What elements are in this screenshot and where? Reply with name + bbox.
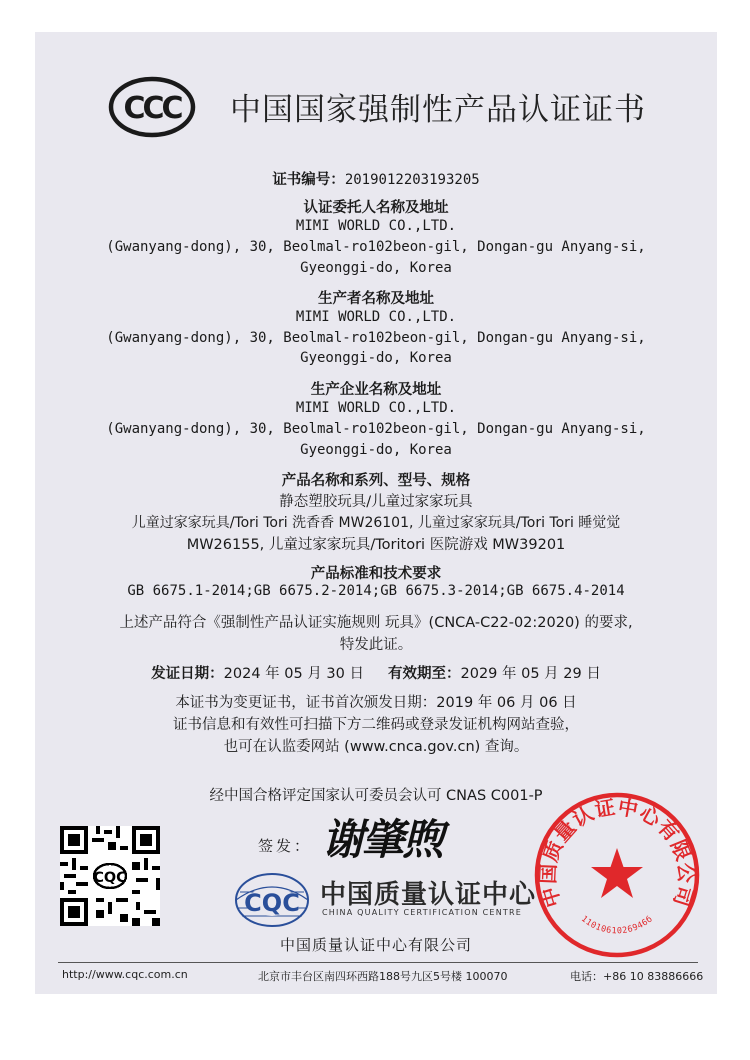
accreditation-statement: 经中国合格评定国家认可委员会认可 CNAS C001-P: [209, 788, 543, 804]
ccc-logo-icon: [108, 76, 196, 138]
manufacturer-address-2: Gyeonggi-do, Korea: [300, 350, 452, 366]
footer-website[interactable]: http://www.cqc.com.cn: [62, 968, 188, 981]
issue-date-label: 发证日期：: [151, 666, 224, 682]
certificate-number-value: 2019012203193205: [344, 172, 480, 188]
issuer-name-en: CHINA QUALITY CERTIFICATION CENTRE: [322, 908, 522, 917]
footer-divider: [58, 962, 698, 963]
factory-address-1: (Gwanyang-dong), 30, Beolmal-ro102beon-gil, Dongan-gu Anyang-si,: [106, 421, 646, 437]
manufacturer-heading: 生产者名称及地址: [318, 291, 434, 307]
product-line-1: 静态塑胶玩具/儿童过家家玩具: [279, 494, 473, 510]
valid-until-value: 2029 年 05 月 29 日: [460, 666, 601, 682]
signature-label: 签发：: [258, 837, 313, 855]
product-line-2: 儿童过家家玩具/Tori Tori 洗香香 MW26101, 儿童过家家玩具/Tori Tori 睡觉觉: [131, 515, 621, 531]
applicant-heading: 认证委托人名称及地址: [303, 200, 449, 216]
note-line-2: 证书信息和有效性可扫描下方二维码或登录发证机构网站查验，: [173, 717, 579, 733]
issue-date-value: 2024 年 05 月 30 日: [223, 666, 364, 682]
svg-text:1101061026946б: 1101061026946б: [578, 914, 656, 937]
svg-text:中国质量认证中心有限公司: 中国质量认证中心有限公司: [535, 794, 699, 911]
footer-phone: 电话：+86 10 83886666: [570, 970, 704, 983]
factory-heading: 生产企业名称及地址: [310, 382, 442, 398]
applicant-name: MIMI WORLD CO.,LTD.: [295, 218, 457, 234]
standards-value: GB 6675.1-2014;GB 6675.2-2014;GB 6675.3-2014;GB 6675.4-2014: [127, 583, 625, 599]
issuer-name-cn: 中国质量认证中心: [320, 880, 537, 910]
factory-address-2: Gyeonggi-do, Korea: [300, 442, 452, 458]
signature-image: [320, 808, 470, 866]
manufacturer-name: MIMI WORLD CO.,LTD.: [295, 309, 457, 325]
conformity-line-1: 上述产品符合《强制性产品认证实施规则 玩具》(CNCA-C22-02:2020) 的要求,: [119, 615, 633, 631]
cqc-logo-icon: [232, 870, 312, 930]
standards-heading: 产品标准和技术要求: [310, 566, 442, 582]
manufacturer-address-1: (Gwanyang-dong), 30, Beolmal-ro102beon-gil, Dongan-gu Anyang-si,: [106, 330, 646, 346]
svg-text:CQC: CQC: [93, 870, 127, 886]
qr-code[interactable]: [60, 826, 160, 926]
svg-text:CQC: CQC: [244, 889, 300, 917]
applicant-address-1: (Gwanyang-dong), 30, Beolmal-ro102beon-gil, Dongan-gu Anyang-si,: [106, 239, 646, 255]
applicant-address-2: Gyeonggi-do, Korea: [300, 260, 452, 276]
product-line-3: MW26155, 儿童过家家玩具/Toritori 医院游戏 MW39201: [186, 537, 566, 553]
valid-until-label: 有效期至：: [388, 666, 461, 682]
footer-address: 北京市丰台区南四环西路188号九区5号楼 100070: [258, 970, 508, 983]
svg-text:CCC: CCC: [123, 91, 181, 126]
svg-text:谢肇煦: 谢肇煦: [322, 815, 443, 864]
certificate-number-label: 证书编号：: [272, 172, 345, 188]
factory-name: MIMI WORLD CO.,LTD.: [295, 400, 457, 416]
certificate-dates: [40, 662, 712, 683]
issuer-company: 中国质量认证中心有限公司: [279, 936, 472, 954]
note-line-1: 本证书为变更证书，证书首次颁发日期：2019 年 06 月 06 日: [175, 695, 577, 711]
conformity-line-2: 特发此证。: [339, 637, 413, 653]
note-line-3: 也可在认监委网站 (www.cnca.gov.cn) 查询。: [223, 739, 529, 755]
certificate-number: [40, 168, 712, 189]
certificate-title: 中国国家强制性产品认证证书: [230, 92, 646, 128]
official-seal: [532, 790, 702, 960]
product-heading: 产品名称和系列、型号、规格: [281, 473, 471, 489]
